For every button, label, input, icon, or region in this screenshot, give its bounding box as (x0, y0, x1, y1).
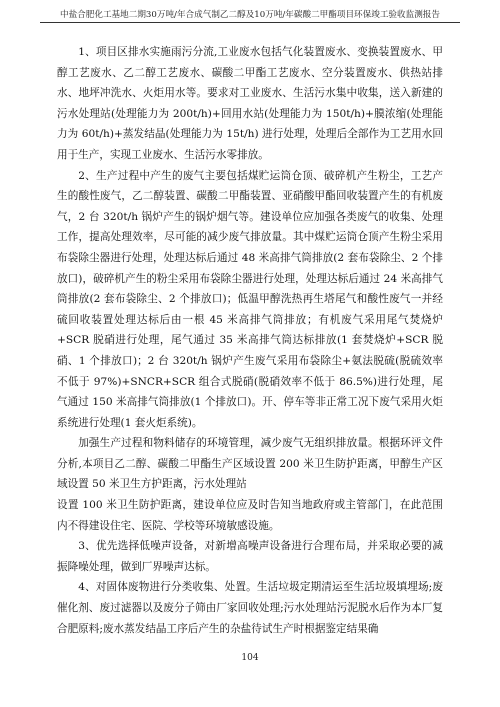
paragraph-noise: 3、优先选择低噪声设备，对新增高噪声设备进行合理布局，并采取必要的减振降噪处理，做到厂界噪声达标。 (57, 540, 443, 573)
paragraph-solid-waste: 4、对固体废物进行分类收集、处置。生活垃圾定期清运至生活垃圾填埋场;废催化剂、废过滤器以及废分子筛由厂家回收处理;污水处理站污泥脱水后作为本厂复合肥原料;废水蒸发结晶工序后产生的杂盐待试生产时根据鉴定结果确 (57, 581, 443, 635)
paragraph-exhaust-gas: 2、生产过程中产生的废气主要包括煤贮运筒仓顶、破碎机产生粉尘，工艺产生的酸性废气，乙二醇装置、碳酸二甲酯装置、亚硝酸甲酯回收装置产生的有机废气，2 台 320t/h 锅炉产生的锅炉烟气等。建设单位应加强各类废气的收集、处理工作，提高处理效率，尽可能的减少废气排放量。其中煤贮运筒仓顶产生粉尘采用布袋除尘器进行处理，处理达标后通过 48 米高排气筒排放(2 套布袋除尘、2 个排放口)，破碎机产生的粉尘采用布袋除尘器进行处理，处理达标后通过 24 米高排气筒排放(2 套布袋除尘、2 个排放口)；低温甲醇洗热再生塔尾气和酸性废气一并经硫回收装置处理达标后由一根 45 米高排气筒排放；有机废气采用尾气焚烧炉+SCR 脱硝进行处理，尾气通过 35 米高排气筒达标排放(1 套焚烧炉+SCR 脱硝、1 个排放口)；2 台 320t/h 锅炉产生废气采用布袋除尘+氨法脱硫(脱硫效率不低于 97%)+SNCR+SCR 组合式脱硝(脱硝效率不低于 86.5%)进行处理，尾气通过 150 米高排气筒排放(1 个排放口)。开、停车等非正常工况下废气采用火炬系统进行处理(1 套火炬系统)。 (57, 169, 443, 429)
document-body (57, 42, 443, 639)
header-divider (40, 22, 460, 23)
paragraph-wastewater: 1、项目区排水实施雨污分流,工业废水包括气化装置废水、变换装置废水、甲醇工艺废水、乙二醇工艺废水、碳酸二甲酯工艺废水、空分装置废水、供热站排水、地坪冲洗水、火炬用水等。要求对工业废水、生活污水集中收集，送入新建的污水处理站(处理能力为 200t/h)+回用水站(处理能力为 150t/h)+膜浓缩(处理能力为 60t/h)+蒸发结晶(处理能力为 15t/h) 进行处理，处理后全部作为工艺用水回用于生产，实现工业废水、生活污水零排放。 (57, 46, 443, 161)
paragraph-protection-distance: 设置 100 米卫生防护距离，建设单位应及时告知当地政府或主管部门，在此范围内不得建设住宅、医院、学校等环境敏感设施。 (57, 499, 443, 532)
running-header: 中盐合肥化工基地二期30万吨/年合成气制乙二醇及10万吨/年碳酸二甲酯项目环保竣工验收监测报告 (59, 10, 440, 20)
paragraph-environment-management: 加强生产过程和物料储存的环境管理，减少废气无组织排放量。根据环评文件分析,本项目乙二醇、碳酸二甲酯生产区域设置 200 米卫生防护距离，甲醇生产区域设置 50 米卫生方护距离，污水处理站 (57, 437, 443, 491)
page-number: 104 (241, 653, 259, 663)
